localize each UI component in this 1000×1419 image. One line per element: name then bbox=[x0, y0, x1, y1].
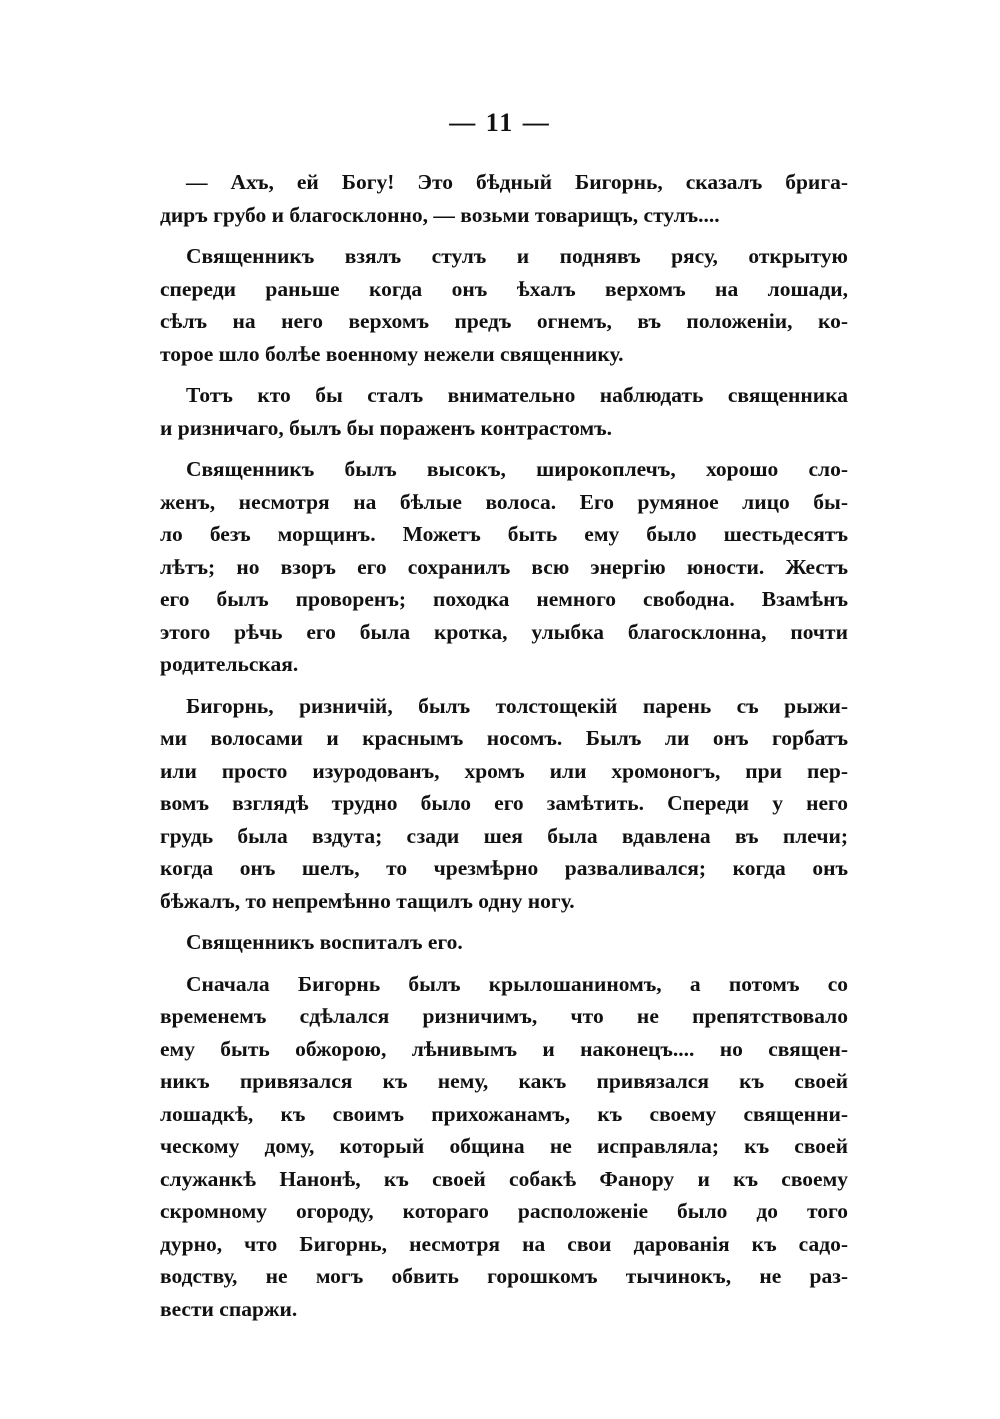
paragraph bbox=[160, 926, 848, 959]
text-line: лошадкѣ, къ своимъ прихожанамъ, къ своему священни- bbox=[160, 1101, 848, 1126]
text-line: временемъ сдѣлался ризничимъ, что не препятствовало bbox=[160, 1004, 848, 1028]
text-line: его былъ проворенъ; походка немного свободна. Взамѣнъ bbox=[160, 587, 848, 611]
text-line: женъ, несмотря на бѣлые волоса. Его румяное лицо бы- bbox=[160, 489, 848, 514]
text-line: вомъ взглядѣ трудно было его замѣтить. Спереди у него bbox=[160, 791, 848, 815]
text-line: Тотъ кто бы сталъ внимательно наблюдать священника bbox=[186, 383, 848, 407]
paragraph bbox=[160, 166, 848, 231]
paragraph bbox=[160, 379, 848, 444]
text-line: служанкѣ Нанонѣ, къ своей собакѣ Фанору и къ своему bbox=[160, 1166, 848, 1191]
text-line: когда онъ шелъ, то чрезмѣрно разваливался; когда онъ bbox=[160, 856, 848, 880]
paragraph bbox=[160, 453, 848, 681]
paragraph bbox=[160, 240, 848, 370]
text-line: Сначала Бигорнь былъ крылошаниномъ, а потомъ со bbox=[186, 971, 848, 996]
text-line: торое шло болѣе военному нежели священнику. bbox=[160, 341, 624, 366]
text-line: Священникъ воспиталъ его. bbox=[186, 930, 463, 954]
text-line: водству, не могъ обвить горошкомъ тычинокъ, не раз- bbox=[160, 1264, 848, 1288]
paragraph bbox=[160, 690, 848, 918]
text-line: Священникъ взялъ стулъ и поднявъ рясу, открытую bbox=[186, 244, 848, 268]
text-line: Бигорнь, ризничій, былъ толстощекій парень съ рыжи- bbox=[186, 693, 848, 718]
text-line: этого рѣчь его была кротка, улыбка благосклонна, почти bbox=[160, 619, 848, 644]
text-line: бѣжалъ, то непремѣнно тащилъ одну ногу. bbox=[160, 888, 575, 913]
body-text bbox=[160, 166, 848, 1334]
text-line: скромному огороду, котораго расположеніе было до того bbox=[160, 1199, 848, 1223]
text-line: — Ахъ, ей Богу! Это бѣдный Бигорнь, сказалъ брига- bbox=[186, 170, 848, 194]
text-line: Священникъ былъ высокъ, широкоплечъ, хорошо сло- bbox=[186, 457, 848, 481]
text-line: сѣлъ на него верхомъ предъ огнемъ, въ положеніи, ко- bbox=[160, 309, 848, 333]
text-line: никъ привязался къ нему, какъ привязался къ своей bbox=[160, 1069, 848, 1093]
text-line: вести спаржи. bbox=[160, 1296, 298, 1321]
text-line: родительская. bbox=[160, 652, 299, 676]
page-number: — 11 — bbox=[449, 108, 551, 137]
text-line: ческому дому, который община не исправляла; къ своей bbox=[160, 1134, 848, 1158]
text-line: лѣтъ; но взоръ его сохранилъ всю энергію юности. Жестъ bbox=[160, 554, 848, 579]
text-line: и ризничаго, былъ бы пораженъ контрастомъ. bbox=[160, 415, 613, 440]
text-line: или просто изуродованъ, хромъ или хромоногъ, при пер- bbox=[160, 758, 848, 783]
text-line: ми волосами и краснымъ носомъ. Былъ ли онъ горбатъ bbox=[160, 726, 848, 750]
text-line: диръ грубо и благосклонно, — возьми товарищъ, стулъ.... bbox=[160, 202, 720, 227]
text-line: ему быть обжорою, лѣнивымъ и наконецъ.... но священ- bbox=[160, 1036, 848, 1061]
text-line: ло безъ морщинъ. Можетъ быть ему было шестьдесятъ bbox=[160, 522, 848, 546]
text-line: дурно, что Бигорнь, несмотря на свои дарованія къ садо- bbox=[160, 1231, 848, 1256]
text-line: спереди раньше когда онъ ѣхалъ верхомъ на лошади, bbox=[160, 276, 848, 301]
text-line: грудь была вздута; сзади шея была вдавлена въ плечи; bbox=[160, 823, 848, 848]
paragraph bbox=[160, 968, 848, 1326]
